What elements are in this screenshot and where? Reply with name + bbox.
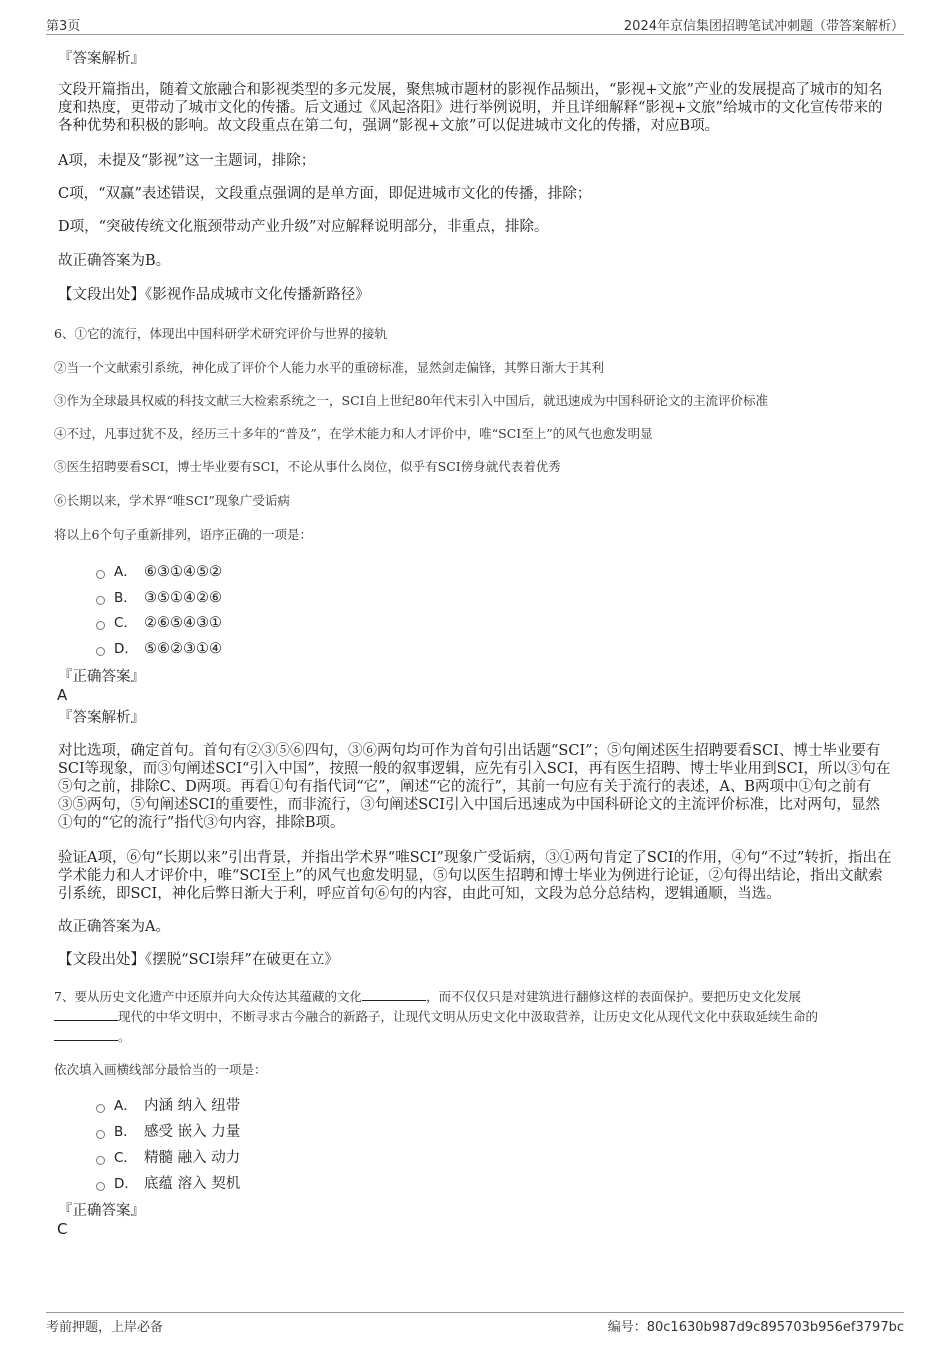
option-letter: C． [114, 1150, 137, 1166]
q7-option-b[interactable] [96, 1123, 240, 1141]
q6-answer: A [57, 686, 68, 704]
q7-option-a[interactable] [96, 1097, 240, 1115]
q6-analysis-para3: 故正确答案为A。 [58, 919, 170, 935]
option-letter: D． [114, 1176, 138, 1192]
option-text: ⑥③①④⑤② [144, 564, 222, 580]
q6-analysis-label: 『答案解析』 [58, 710, 145, 726]
radio-icon[interactable] [96, 621, 105, 630]
q5-analysis-label: 『答案解析』 [58, 51, 145, 67]
option-text: ②⑥⑤④③① [144, 615, 222, 631]
q6-option-b[interactable] [96, 589, 222, 607]
q6-analysis-para2: 验证A项，⑥句“长期以来”引出背景，并指出学术界“唯SCI”现象广受诟病，③①两句肯定了SCI的作用，④句“不过”转折，指出在学术能力和人才评价中，唯“SCI至上”的风气也愈发明显，⑤句以医生招聘和博士毕业为例进行论证，②句得出结论，指出文献索引系统，即SCI，神化后弊日渐大于利，呼应首句⑥句的内容，由此可知，文段为总分总结构，逻辑通顺，当选。 [58, 850, 892, 902]
q7-stem-part2: ，而不仅仅只是对建筑进行翻修这样的表面保护。要把历史文化发展 [425, 989, 801, 1004]
q7-stem-part1: 7、要从历史文化遗产中还原并向大众传达其蕴藏的文化 [54, 989, 362, 1004]
q6-sentence-3: ③作为全球最具权威的科技文献三大检索系统之一，SCI自上世纪80年代末引入中国后，就迅速成为中国科研论文的主流评价标准 [54, 393, 768, 408]
q5-analysis-para4: D项，“突破传统文化瓶颈带动产业升级”对应解释说明部分，非重点，排除。 [58, 219, 549, 235]
radio-icon[interactable] [96, 1130, 105, 1139]
q6-analysis-para1: 对比选项，确定首句。首句有②③⑤⑥四句，③⑥两句均可作为首句引出话题“SCI”；⑤句阐述医生招聘要看SCI、博士毕业要有SCI等现象，而③句阐述SCI“引入中国”，按照一般的叙事逻辑，应先有引入SCI，再有医生招聘、博士毕业用到SCI，所以③句在⑤句之前，排除C、D两项。再看①句有指代词“它”，阐述“它的流行”，其前一句应有关于流行的表述，A、B两项中①句之前有③⑤两句，⑤句阐述SCI的重要性，而非流行，③句阐述SCI引入中国后迅速成为中国科研论文的主流评价标准，比对两句，显然①句的“它的流行”指代③句内容，排除B项。 [58, 743, 891, 831]
q6-answer-label: 『正确答案』 [58, 669, 145, 685]
page-footer [46, 1312, 904, 1335]
radio-icon[interactable] [96, 1156, 105, 1165]
radio-icon[interactable] [96, 596, 105, 605]
option-letter: B． [114, 590, 137, 606]
q5-source: 【文段出处】《影视作品成城市文化传播新路径》 [58, 287, 370, 303]
q6-sentence-6: ⑥长期以来，学术界“唯SCI”现象广受诟病 [54, 493, 290, 508]
document-title: 2024年京信集团招聘笔试冲刺题（带答案解析） [623, 19, 904, 34]
q7-stem [54, 987, 894, 1047]
q5-analysis-para2: A项，未提及“影视”这一主题词，排除； [58, 153, 316, 169]
q7-stem-part4: 。 [118, 1029, 131, 1044]
option-letter: A． [114, 1098, 137, 1114]
q7-option-c[interactable] [96, 1149, 240, 1167]
q7-answer-label: 『正确答案』 [58, 1203, 145, 1219]
blank-2 [54, 1007, 118, 1021]
page-number: 第3页 [46, 19, 81, 34]
q6-sentence-2: ②当一个文献索引系统，神化成了评价个人能力水平的重磅标准，显然剑走偏锋，其弊日渐大于其利 [54, 360, 605, 375]
radio-icon[interactable] [96, 647, 105, 656]
option-text: 感受 嵌入 力量 [144, 1124, 241, 1140]
q6-prompt: 将以上6个句子重新排列，语序正确的一项是： [54, 527, 312, 542]
q6-sentence-4: ④不过，凡事过犹不及，经历三十多年的“普及”，在学术能力和人才评价中，唯“SCI至上”的风气也愈发明显 [54, 426, 653, 441]
q7-option-d[interactable] [96, 1175, 240, 1193]
footer-slogan: 考前押题，上岸必备 [46, 1320, 164, 1335]
blank-1 [362, 987, 426, 1001]
q6-source: 【文段出处】《摆脱“SCI崇拜”在破更在立》 [58, 952, 339, 968]
q6-option-c[interactable] [96, 614, 222, 632]
q5-analysis-para1: 文段开篇指出，随着文旅融合和影视类型的多元发展，聚焦城市题材的影视作品频出，“影视+文旅”产业的发展提高了城市的知名度和热度，更带动了城市文化的传播。后文通过《风起洛阳》进行举例说明，并且详细解释“影视+文旅”给城市的文化宣传带来的各种优势和积极的影响。故文段重点在第二句，强调“影视+文旅”可以促进城市文化的传播，对应B项。 [58, 82, 883, 134]
q6-sentence-5: ⑤医生招聘要看SCI，博士毕业要有SCI，不论从事什么岗位，似乎有SCI傍身就代表着优秀 [54, 459, 561, 474]
q6-option-d[interactable] [96, 640, 222, 658]
q7-prompt: 依次填入画横线部分最恰当的一项是： [54, 1062, 267, 1077]
option-text: 底蕴 溶入 契机 [144, 1176, 241, 1192]
option-letter: B． [114, 1124, 137, 1140]
q7-stem-part3: 现代的中华文明中，不断寻求古今融合的新路子，让现代文明从历史文化中汲取营养，让历史文化从现代文化中获取延续生命的 [118, 1009, 819, 1024]
radio-icon[interactable] [96, 1182, 105, 1191]
option-text: ⑤⑥②③①④ [144, 641, 222, 657]
option-letter: C． [114, 615, 137, 631]
q5-analysis-para5: 故正确答案为B。 [58, 253, 171, 269]
option-text: 精髓 融入 动力 [144, 1150, 241, 1166]
radio-icon[interactable] [96, 570, 105, 579]
option-text: 内涵 纳入 纽带 [144, 1098, 241, 1114]
option-letter: D． [114, 641, 138, 657]
q7-answer: C [57, 1220, 68, 1238]
option-letter: A． [114, 564, 137, 580]
blank-3 [54, 1027, 118, 1041]
option-text: ③⑤①④②⑥ [144, 590, 222, 606]
q6-option-a[interactable] [96, 563, 222, 581]
q6-sentence-1: 6、①它的流行，体现出中国科研学术研究评价与世界的接轨 [54, 326, 387, 341]
radio-icon[interactable] [96, 1104, 105, 1113]
page-header [46, 14, 904, 35]
footer-serial: 编号：80c1630b987d9c895703b956ef3797bc [607, 1320, 904, 1335]
q5-analysis-para3: C项，“双赢”表述错误，文段重点强调的是单方面，即促进城市文化的传播，排除； [58, 186, 592, 202]
